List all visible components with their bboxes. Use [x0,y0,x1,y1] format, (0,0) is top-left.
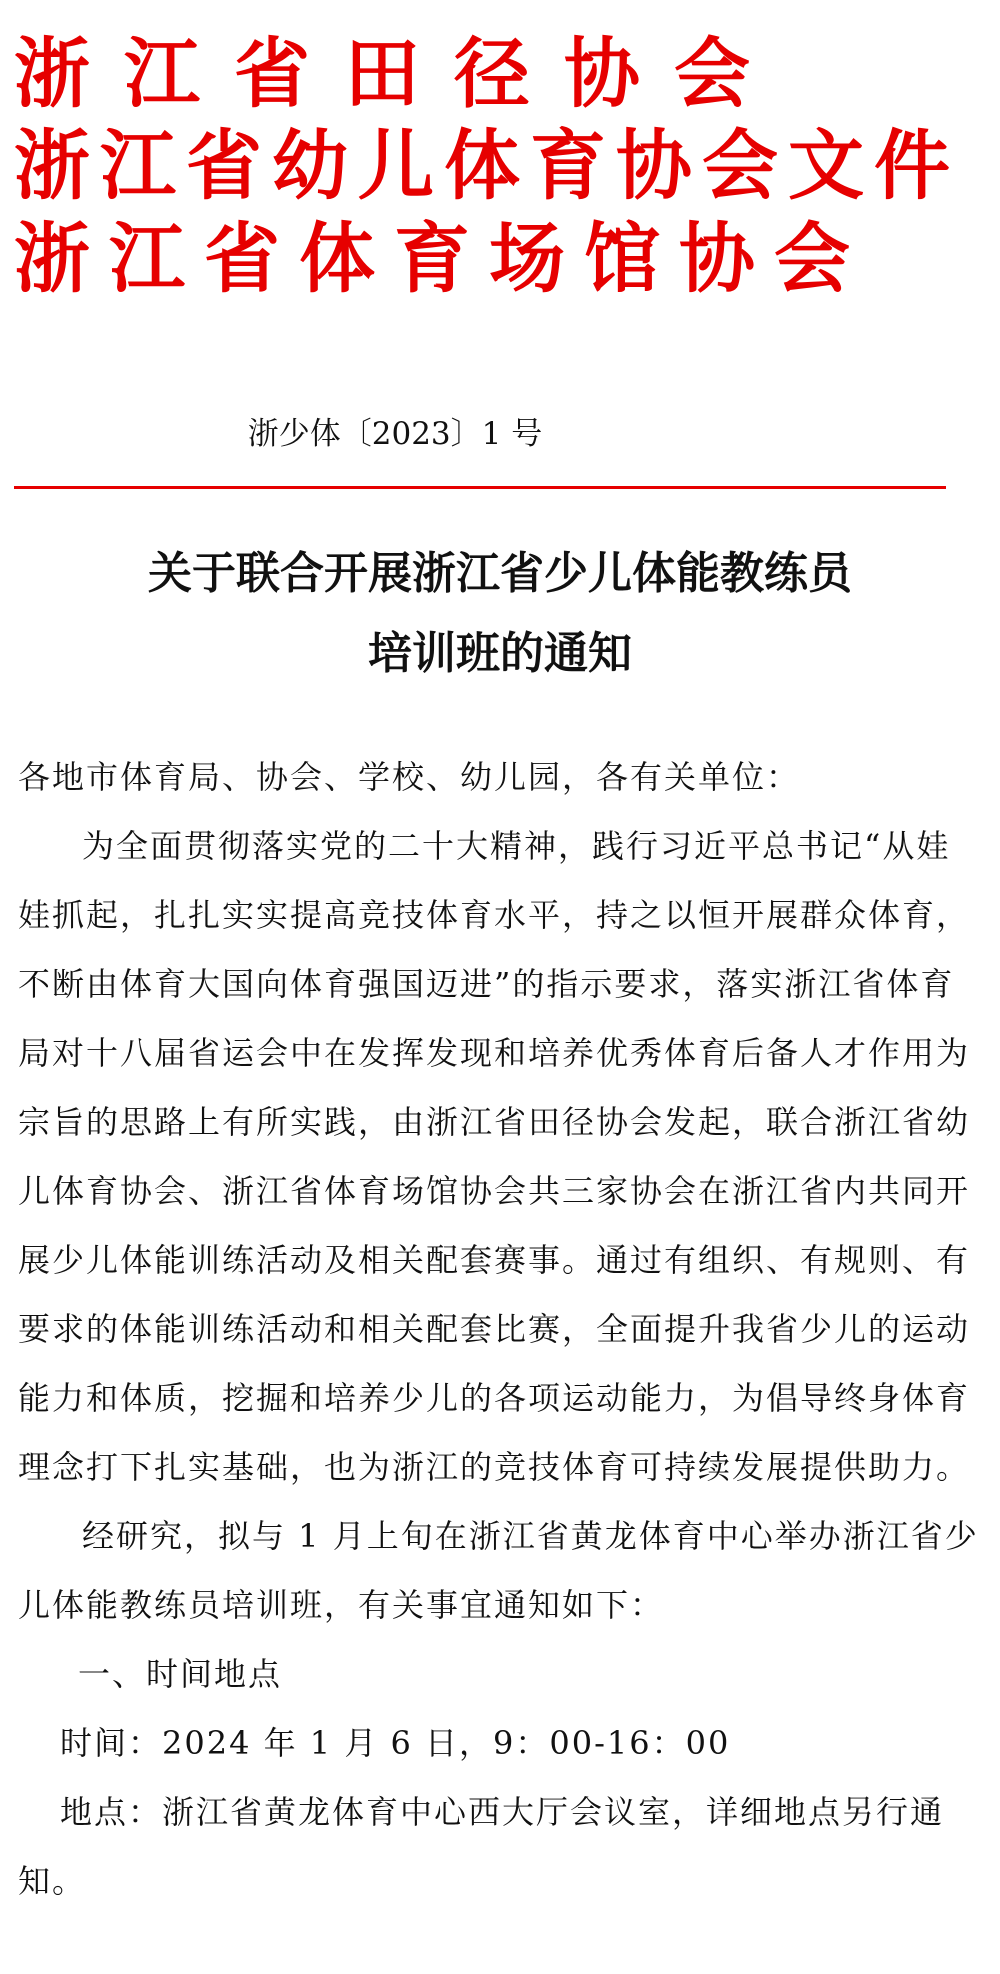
org-name-athletics: 浙江省田径协会 [14,29,784,118]
red-divider [14,486,946,489]
place-line: 地点：浙江省黄龙体育中心西大厅会议室，详细地点另行通知。 [18,1793,945,1900]
paragraph-background: 为全面贯彻落实党的二十大精神，践行习近平总书记“从娃娃抓起，扎扎实实提高竞技体育水平，持之以恒开展群众体育，不断由体育大国向体育强国迈进”的指示要求，落实浙江省体育局对十八届省运会中在发挥发现和培养优秀体育后备人才作用为宗旨的思路上有所实践，由浙江省田径协会发起，联合浙江省幼儿体育协会、浙江省体育场馆协会共三家协会在浙江省内共同开展少儿体能训练活动及相关配套赛事。通过有组织、有规则、有要求的体能训练活动和相关配套比赛，全面提升我省少儿的运动能力和体质，挖掘和培养少儿的各项运动能力，为倡导终身体育理念打下扎实基础，也为浙江的竞技体育可持续发展提供助力。 [18,827,971,1486]
title-line-2: 培训班的通知 [368,628,632,679]
document-body [18,743,982,1916]
paragraph-purpose: 经研究，拟与 1 月上旬在浙江省黄龙体育中心举办浙江省少儿体能教练员培训班，有关事宜通知如下： [18,1517,979,1624]
document-number: 浙少体〔2023〕1 号 [247,416,543,452]
org-name-venues: 浙江省体育场馆协会 [14,214,869,303]
time-line: 时间：2024 年 1 月 6 日，9：00-16：00 [60,1724,731,1762]
document-title [0,534,1000,694]
salutation: 各地市体育局、协会、学校、幼儿园，各有关单位： [18,758,801,796]
org-name-child-sports-document: 浙江省幼儿体育协会文件 [14,121,960,210]
section-heading-time-place: 一、时间地点 [78,1655,283,1693]
title-line-1: 关于联合开展浙江省少儿体能教练员 [148,548,852,599]
